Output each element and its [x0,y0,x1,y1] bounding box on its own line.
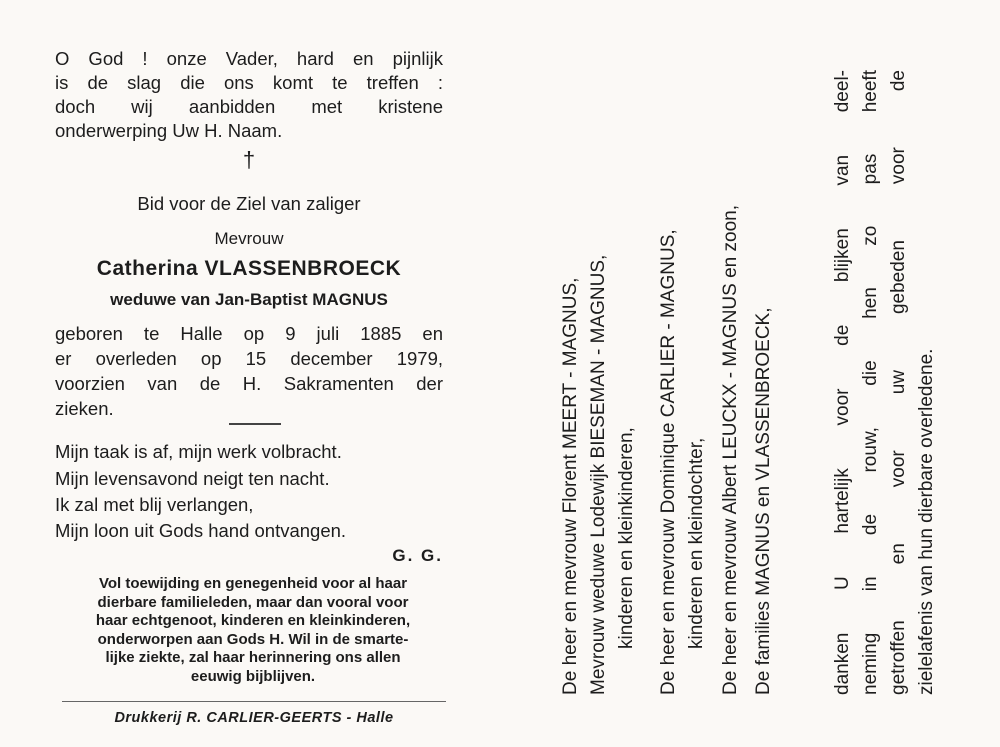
prayer-line: onderwerping Uw H. Naam. [55,120,283,141]
tribute-line: haar echtgenoot, kinderen en kleinkinderen, [95,612,411,629]
tribute-line: lijke ziekte, zal haar herinnering ons allen [105,649,401,666]
widow-line: weduwe van Jan-Baptist MAGNUS [110,290,388,309]
family-line: De heer en mevrouw Dominique CARLIER - MAGNUS, [658,229,679,695]
divider [229,423,281,425]
deceased-name: Catherina VLASSENBROECK [96,257,402,280]
poem-line: Mijn loon uit Gods hand ontvangen. [55,520,347,541]
tribute-line: dierbare familieleden, maar dan vooral voor [97,593,409,611]
family-and-thanks [560,55,940,695]
bio-line: zieken. [55,398,114,419]
thanks-line: neming in de rouw, die hen zo pas heeft [860,70,881,695]
bio-line: voorzien van de H. Sakramenten der [55,373,443,394]
bio-line: er overleden op 15 december 1979, [55,348,443,369]
title-mevrouw: Mevrouw [214,229,284,248]
prayer-line: O God ! onze Vader, hard en pijnlijk [55,48,443,69]
poem-line: Ik zal met blij verlangen, [55,494,254,515]
bid-line: Bid voor de Ziel van zaliger [137,193,361,214]
signoff: G. G. [392,546,443,565]
prayer-line: is de slag die ons komt te treffen : [55,72,443,93]
bio-line: geboren te Halle op 9 juli 1885 en [55,323,443,344]
tribute-line: onderworpen aan Gods H. Wil in de smarte- [97,630,409,648]
thanks-line: zielelafenis van hun dierbare overledene. [916,348,937,695]
footer-rule [62,701,446,702]
family-line: kinderen en kleindochter, [686,437,707,649]
tribute-line: Vol toewijding en genegenheid voor al haar [98,575,408,592]
family-line: De families MAGNUS en VLASSENBROECK, [753,307,774,695]
thanks-line: getroffen en voor uw gebeden voor de [888,70,909,695]
poem-line: Mijn levensavond neigt ten nacht. [55,468,330,489]
family-line: kinderen en kleinkinderen, [616,427,637,649]
tribute-line: eeuwig bijblijven. [190,667,316,685]
thanks-line: danken U hartelijk voor de blijken van deel- [832,70,853,695]
cross-icon: † [242,147,256,172]
left-panel [0,0,480,747]
tribute [62,575,444,686]
family-line: De heer en mevrouw Florent MEERT - MAGNUS, [560,277,581,695]
family-line: De heer en mevrouw Albert LEUCKX - MAGNUS en zoon, [720,205,741,695]
prayer-line: doch wij aanbidden met kristene [55,96,443,117]
poem-line: Mijn taak is af, mijn werk volbracht. [55,441,342,462]
printer-credit: Drukkerij R. CARLIER-GEERTS - Halle [114,710,394,726]
family-line: Mevrouw weduwe Lodewijk BIESEMAN - MAGNUS, [588,254,609,695]
